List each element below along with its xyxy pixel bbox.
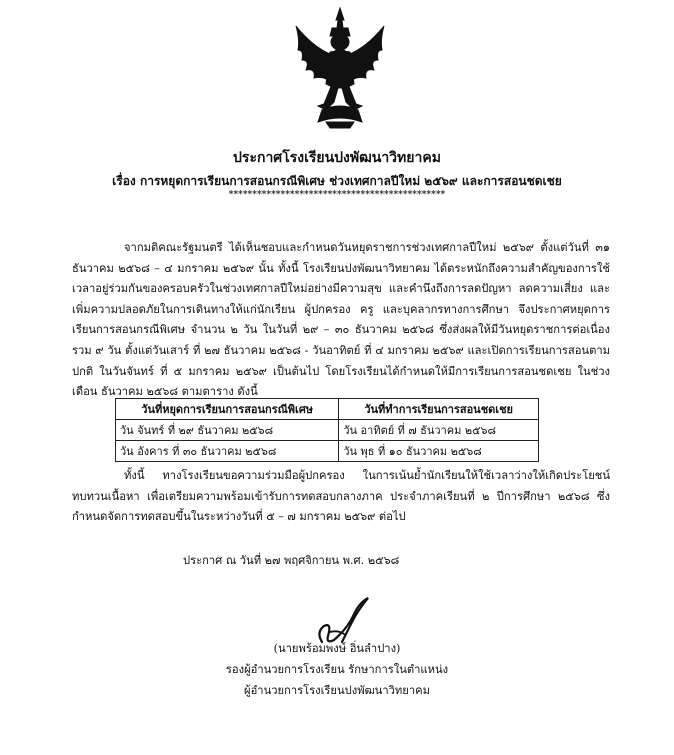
body-paragraph-2: ทั้งนี้ ทางโรงเรียนขอความร่วมมือผู้ปกครอง ในการเน้นย้ำนักเรียนให้ใช้เวลาว่างให้เกิดประโยชน์ ทบทวนเนื้อหา เพื่อเตรียมความพร้อมเข้ารับการทดสอบกลางภาค ประจำภาคเรียนที่ ๒ ปีการศึกษา ๒๕๖๘ ซึ่งกำหนดจัดการทดสอบขึ้นในระหว่างวันที่ ๕ – ๗ มกราคม ๒๕๖๙ ต่อไป (72, 469, 610, 524)
table-header-row (116, 399, 539, 420)
announcement-subject: เรื่อง การหยุดการเรียนการสอนกรณีพิเศษ ช่วงเทศกาลปีใหม่ ๒๕๖๙ และการสอนชดเชย (112, 174, 562, 188)
signer-position-acting: ผู้อำนวยการโรงเรียนปงพัฒนาวิทยาคม (244, 684, 430, 697)
table-cell: วัน พุธ ที่ ๑๐ ธันวาคม ๒๕๖๘ (339, 441, 539, 462)
garuda-emblem-icon (292, 6, 388, 130)
announcement-title: ประกาศโรงเรียนปงพัฒนาวิทยาคม (233, 150, 441, 166)
table-row (116, 441, 539, 462)
table-row (116, 420, 539, 441)
table-cell: วัน อังคาร ที่ ๓๐ ธันวาคม ๒๕๖๘ (116, 441, 339, 462)
column-header-makeup: วันที่ทำการเรียนการสอนชดเชย (339, 399, 539, 420)
body-paragraph-1: จากมติคณะรัฐมนตรี ได้เห็นชอบและกำหนดวันหยุดราชการช่วงเทศกาลปีใหม่ ๒๕๖๙ ตั้งแต่วันที่ ๓๑ ธันวาคม ๒๕๖๘ – ๔ มกราคม ๒๕๖๙ นั้น ทั้งนี้ โรงเรียนปงพัฒนาวิทยาคม ได้ตระหนักถึงความสำคัญของการใช้เวลาอยู่ร่วมกันของครอบครัวในช่วงเทศกาลปีใหม่อย่างมีความสุข และคำนึงถึงการลดปัญหา ลดความเสี่ยง และเพิ่มความปลอดภัยในการเดินทางให้แก่นักเรียน ผู้ปกครอง ครู และบุคลากรทางการศึกษา จึงประกาศหยุดการเรียนการสอนกรณีพิเศษ จำนวน ๒ วัน ในวันที่ ๒๙ – ๓๐ ธันวาคม ๒๕๖๘ ซึ่งส่งผลให้มีวันหยุดราชการต่อเนื่อง รวม ๙ วัน ตั้งแต่วันเสาร์ ที่ ๒๗ ธันวาคม ๒๕๖๘ - วันอาทิตย์ ที่ ๔ มกราคม ๒๕๖๙ และเปิดการเรียนการสอนตามปกติ ในวันจันทร์ ที่ ๕ มกราคม ๒๕๖๙ เป็นต้นไป โดยโรงเรียนได้กำหนดให้มีการเรียนการสอนชดเชย ในช่วงเดือน ธันวาคม ๒๕๖๘ ตามตาราง ดังนี้ (72, 241, 610, 399)
signer-name: (นายพร้อมพงษ์ อิ่นลำปาง) (273, 642, 401, 655)
separator-line: ********************************************** (228, 190, 446, 200)
column-header-holiday: วันที่หยุดการเรียนการสอนกรณีพิเศษ (116, 399, 339, 420)
announcement-date: ประกาศ ณ วันที่ ๒๗ พฤศจิกายน พ.ศ. ๒๕๖๘ (183, 554, 400, 567)
signer-position: รองผู้อำนวยการโรงเรียน รักษาการในตำแหน่ง (225, 663, 449, 676)
schedule-table (115, 398, 539, 462)
table-cell: วัน อาทิตย์ ที่ ๗ ธันวาคม ๒๕๖๘ (339, 420, 539, 441)
table-cell: วัน จันทร์ ที่ ๒๙ ธันวาคม ๒๕๖๘ (116, 420, 339, 441)
